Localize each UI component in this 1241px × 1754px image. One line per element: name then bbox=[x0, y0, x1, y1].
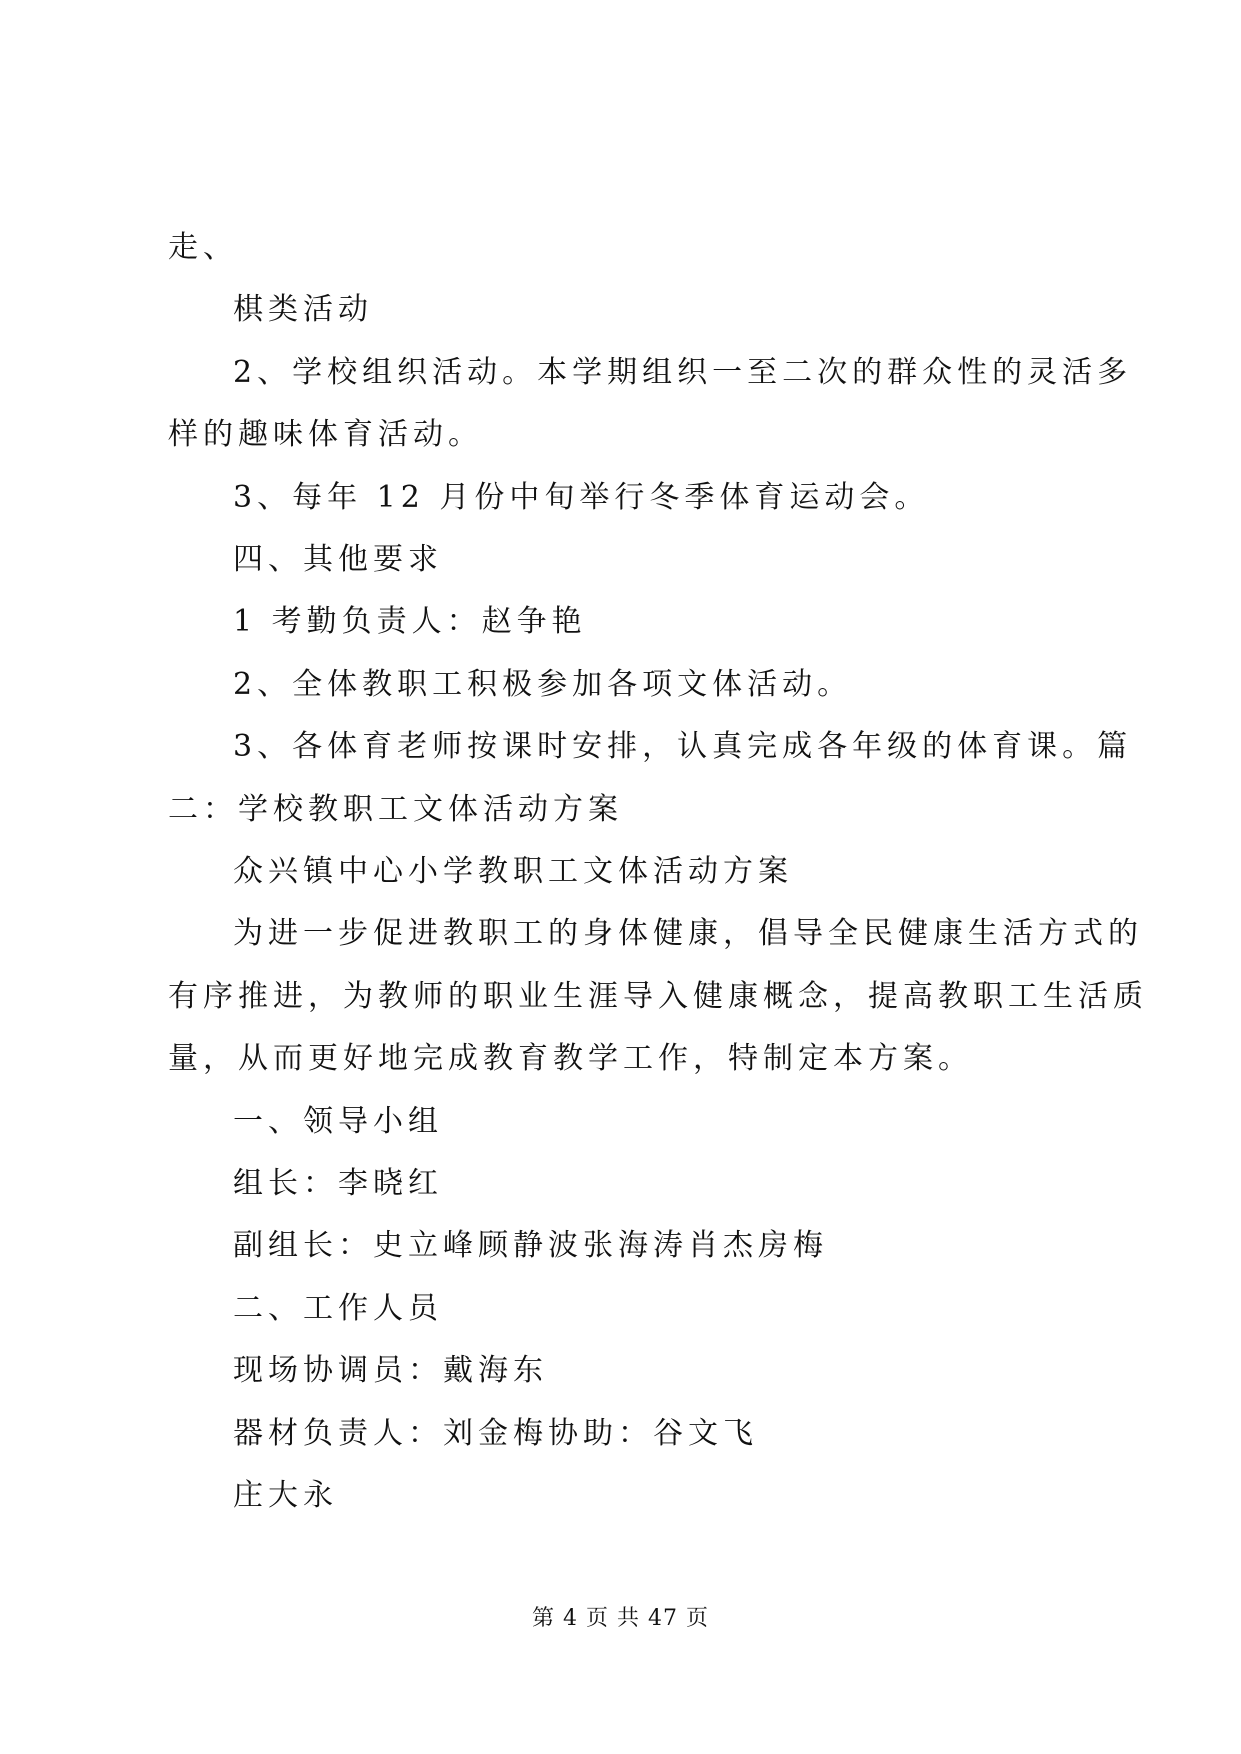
text-line: 器材负责人：刘金梅协助：谷文飞 bbox=[233, 1416, 758, 1451]
text-line: 样的趣味体育活动。 bbox=[168, 417, 483, 452]
text-line: 1 考勤负责人：赵争艳 bbox=[233, 604, 587, 639]
section-heading: 一、领导小组 bbox=[233, 1104, 443, 1139]
text-line: 2、学校组织活动。本学期组织一至二次的群众性的灵活多 bbox=[233, 355, 1133, 390]
text-line: 3、各体育老师按课时安排，认真完成各年级的体育课。篇 bbox=[233, 729, 1133, 764]
section-heading: 四、其他要求 bbox=[233, 542, 443, 577]
text-line: 组长：李晓红 bbox=[233, 1166, 443, 1201]
section-heading: 二、工作人员 bbox=[233, 1291, 443, 1326]
text-line: 有序推进，为教师的职业生涯导入健康概念，提高教职工生活质 bbox=[168, 979, 1148, 1014]
text-line: 棋类活动 bbox=[233, 292, 373, 327]
text-line: 量，从而更好地完成教育教学工作，特制定本方案。 bbox=[168, 1041, 973, 1076]
text-line: 走、 bbox=[168, 230, 238, 265]
text-line: 现场协调员：戴海东 bbox=[233, 1353, 548, 1388]
text-line: 二：学校教职工文体活动方案 bbox=[168, 792, 623, 827]
text-line: 2、全体教职工积极参加各项文体活动。 bbox=[233, 667, 853, 702]
text-line: 为进一步促进教职工的身体健康，倡导全民健康生活方式的 bbox=[233, 916, 1143, 951]
text-line: 3、每年 12 月份中旬举行冬季体育运动会。 bbox=[233, 480, 930, 515]
document-title: 众兴镇中心小学教职工文体活动方案 bbox=[233, 854, 793, 889]
page-footer: 第 4 页 共 47 页 bbox=[532, 1606, 709, 1631]
text-line: 庄大永 bbox=[233, 1478, 338, 1513]
text-line: 副组长：史立峰顾静波张海涛肖杰房梅 bbox=[233, 1228, 828, 1263]
